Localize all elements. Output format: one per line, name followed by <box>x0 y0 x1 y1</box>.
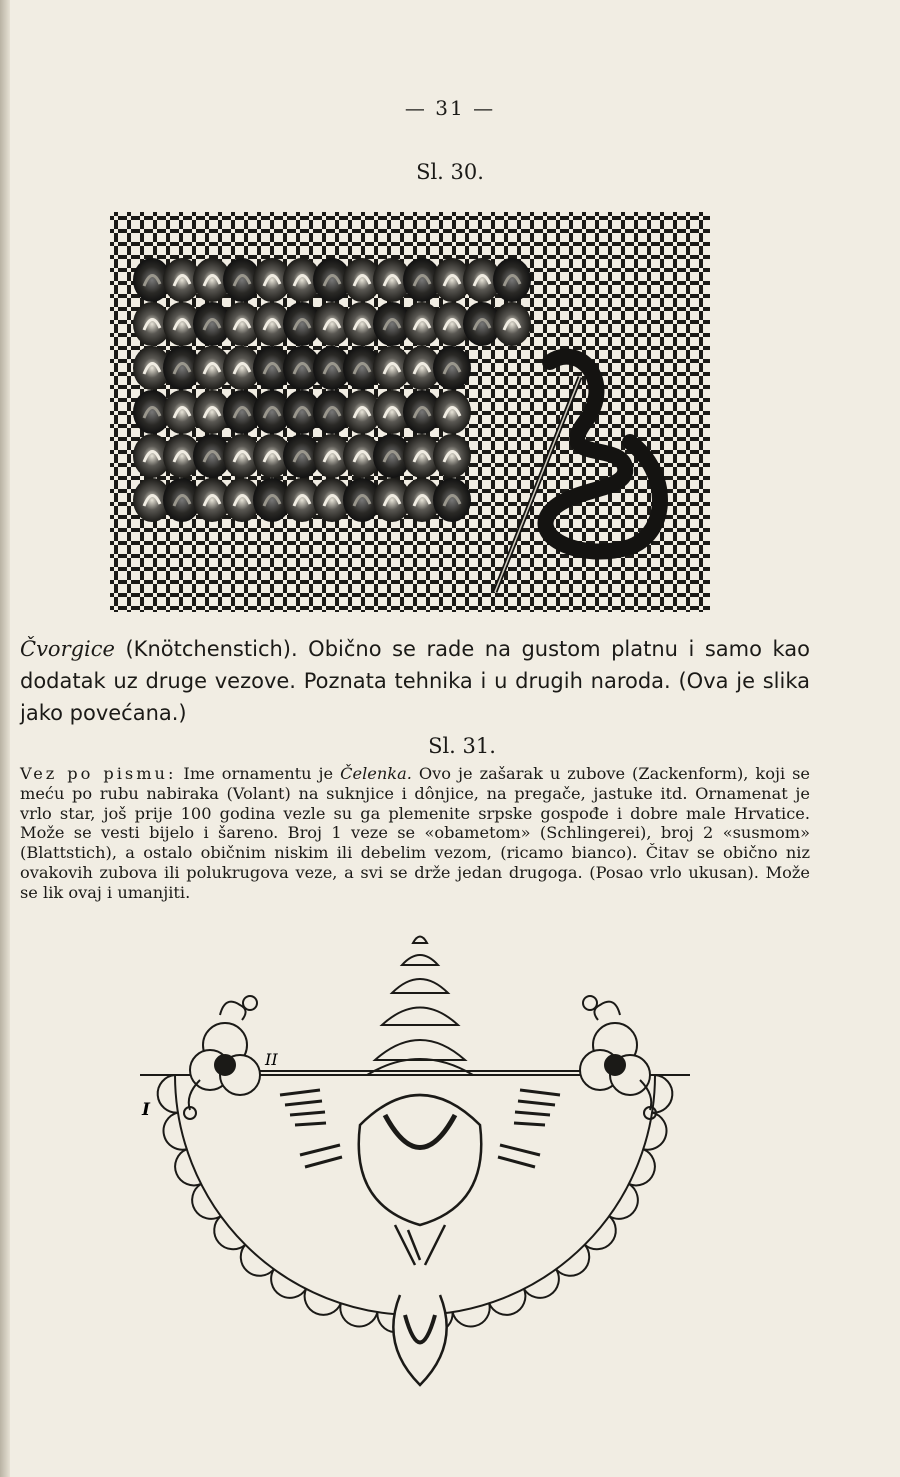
knot-stitch <box>493 258 531 302</box>
page-number: — 31 — <box>404 96 496 120</box>
description-lead: Vez po pismu: <box>20 764 177 783</box>
figure-30-embroidery-knot-stitch <box>110 212 710 612</box>
scallop <box>609 1184 638 1219</box>
scallop <box>241 1245 274 1276</box>
central-motif <box>359 1095 482 1385</box>
central-tower <box>367 937 473 1076</box>
right-flower <box>580 996 656 1119</box>
description-name-prefix: Ime ornamentu je <box>176 764 341 783</box>
scallop <box>556 1245 589 1276</box>
figure-31-description <box>20 764 810 903</box>
scallop <box>524 1269 559 1298</box>
marker-II: II <box>265 1050 278 1069</box>
left-flower <box>184 996 260 1119</box>
marker-I: I <box>142 1100 150 1120</box>
ornament-name: Čelenka. <box>340 764 412 783</box>
figure-30-caption <box>20 633 810 729</box>
description-text: Ovo je zašarak u zubove (Zackenform), koji se meću po rubu nabiraka (Volant) na suknjice i dônjice, na pregače, jastuke itd. Ornamenat je vrlo star, još prije 100 godina vezle su ga plemenite srpske gospođe i dobre male Hrvatice. Može se vesti bijelo i šareno. Broj 1 veze se «obametom» (Schlingerei), broj 2 «susmom» (Blattstich), a ostalo običnim niskim ili debelim vezom, (ricamo bianco). Čitav se obično niz ovakovih zubova ili polukrugova veze, a svi se drže jedan drugoga. (Posao vrlo ukusan). Može se lik ovaj i umanjiti. <box>20 764 810 902</box>
knot-stitch <box>433 390 471 434</box>
caption-lead-term: Čvorgice <box>20 637 115 661</box>
knot-stitch <box>433 434 471 478</box>
scallop <box>340 1303 377 1326</box>
figure-31-label: Sl. 31. <box>428 734 496 758</box>
scallop <box>585 1216 616 1249</box>
scallop <box>271 1269 306 1298</box>
scallop <box>164 1113 187 1150</box>
scallop <box>214 1216 245 1249</box>
knot-stitch <box>493 302 531 346</box>
figure-30-label: Sl. 30. <box>416 160 484 184</box>
page-edge <box>0 0 10 1477</box>
figure-31-celenka-ornament <box>130 925 710 1425</box>
knot-stitch <box>433 346 471 390</box>
caption-text: (Knötchenstich). Obično se rade na gustom platnu i samo kao dodatak uz druge vezove. Poznata tehnika i u drugih naroda. (Ova je slika jako povećana.) <box>20 637 810 725</box>
scallop <box>453 1303 490 1326</box>
knot-stitch <box>433 478 471 522</box>
scallop <box>192 1184 221 1219</box>
